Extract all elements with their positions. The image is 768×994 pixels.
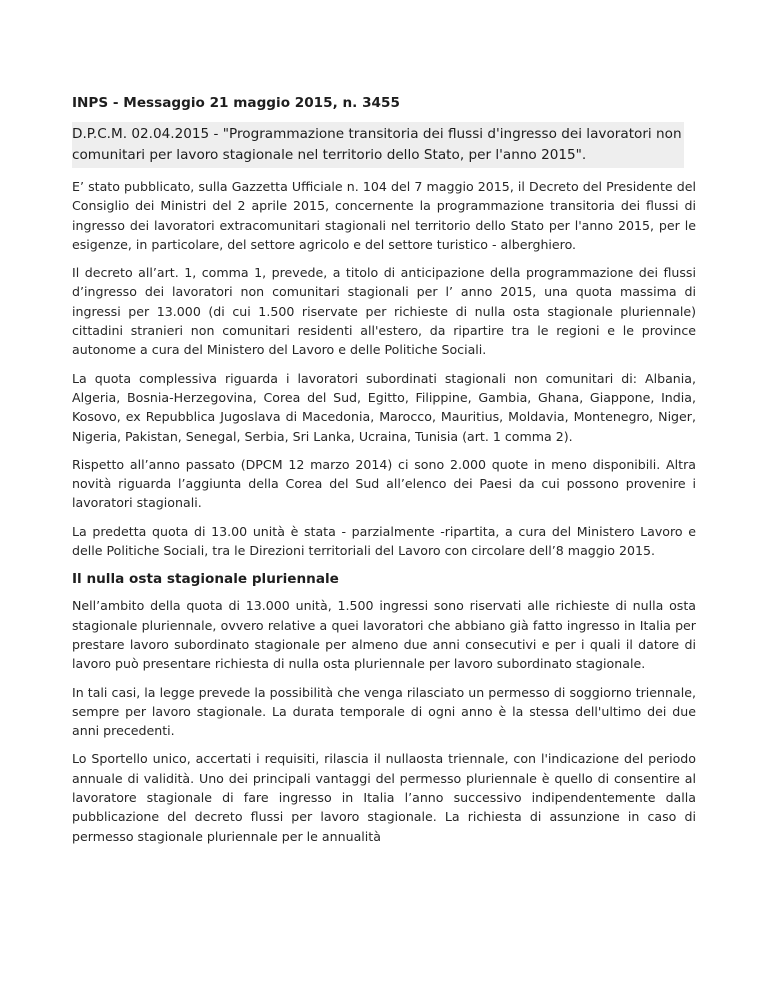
paragraph: Lo Sportello unico, accertati i requisiti, rilascia il nullaosta triennale, con l'indicazione del periodo annuale di validità. Uno dei principali vantaggi del permesso pluriennale è quello di consentire al lavoratore stagionale di fare ingresso in Italia l’anno successivo indipendentemente dalla pubblicazione del decreto flussi per lavoro stagionale. La richiesta di assunzione in caso di permesso stagionale pluriennale per le annualità [72, 751, 696, 844]
document-page [72, 94, 696, 855]
paragraph: In tali casi, la legge prevede la possibilità che venga rilasciato un permesso di soggiorno triennale, sempre per lavoro stagionale. La durata temporale di ogni anno è la stessa dell'ultimo dei due anni precedenti. [72, 684, 696, 739]
document-title: INPS - Messaggio 21 maggio 2015, n. 3455 [72, 95, 400, 111]
paragraph: E’ stato pubblicato, sulla Gazzetta Ufficiale n. 104 del 7 maggio 2015, il Decreto del Presidente del Consiglio dei Ministri del 2 aprile 2015, concernente la programmazione transitoria dei flussi di ingresso dei lavoratori extracomunitari stagionali nel territorio dello Stato per l'anno 2015, per le esigenze, in particolare, del settore agricolo e del settore turistico - alberghiero. [72, 179, 696, 252]
paragraph: La predetta quota di 13.00 unità è stata - parzialmente -ripartita, a cura del Ministero Lavoro e delle Politiche Sociali, tra le Direzioni territoriali del Lavoro con circolare dell’8 maggio 2015. [72, 523, 696, 559]
paragraph: Nell’ambito della quota di 13.000 unità, 1.500 ingressi sono riservati alle richieste di nulla osta stagionale pluriennale, ovvero relative a quei lavoratori che abbiano già fatto ingresso in Italia per prestare lavoro subordinato stagionale per almeno due anni consecutivi e per i quali il datore di lavoro può presentare richiesta di nulla osta pluriennale per lavoro subordinato stagionale. [72, 598, 696, 672]
paragraph: Il decreto all’art. 1, comma 1, prevede, a titolo di anticipazione della programmazione dei flussi d’ingresso dei lavoratori non comunitari stagionali per l’ anno 2015, una quota massima di ingressi per 13.000 (di cui 1.500 riservate per richieste di nulla osta stagionale pluriennale) cittadini stranieri non comunitari residenti all'estero, da ripartire tra le regioni e le province autonome a cura del Ministero del Lavoro e delle Politiche Sociali. [72, 265, 696, 358]
document-subject: D.P.C.M. 02.04.2015 - "Programmazione transitoria dei flussi d'ingresso dei lavoratori non comunitari per lavoro stagionale nel territorio dello Stato, per l'anno 2015". [72, 122, 684, 168]
paragraph: La quota complessiva riguarda i lavoratori subordinati stagionali non comunitari di: Albania, Algeria, Bosnia-Herzegovina, Corea del Sud, Egitto, Filippine, Gambia, Ghana, Giappone, India, Kosovo, ex Repubblica Jugoslava di Macedonia, Marocco, Mauritius, Moldavia, Montenegro, Niger, Nigeria, Pakistan, Senegal, Serbia, Sri Lanka, Ucraina, Tunisia (art. 1 comma 2). [72, 370, 696, 444]
paragraph: Rispetto all’anno passato (DPCM 12 marzo 2014) ci sono 2.000 quote in meno disponibili. Altra novità riguarda l’aggiunta della Corea del Sud all’elenco dei Paesi da cui possono provenire i lavoratori stagionali. [72, 456, 696, 511]
section-heading: Il nulla osta stagionale pluriennale [72, 571, 339, 588]
